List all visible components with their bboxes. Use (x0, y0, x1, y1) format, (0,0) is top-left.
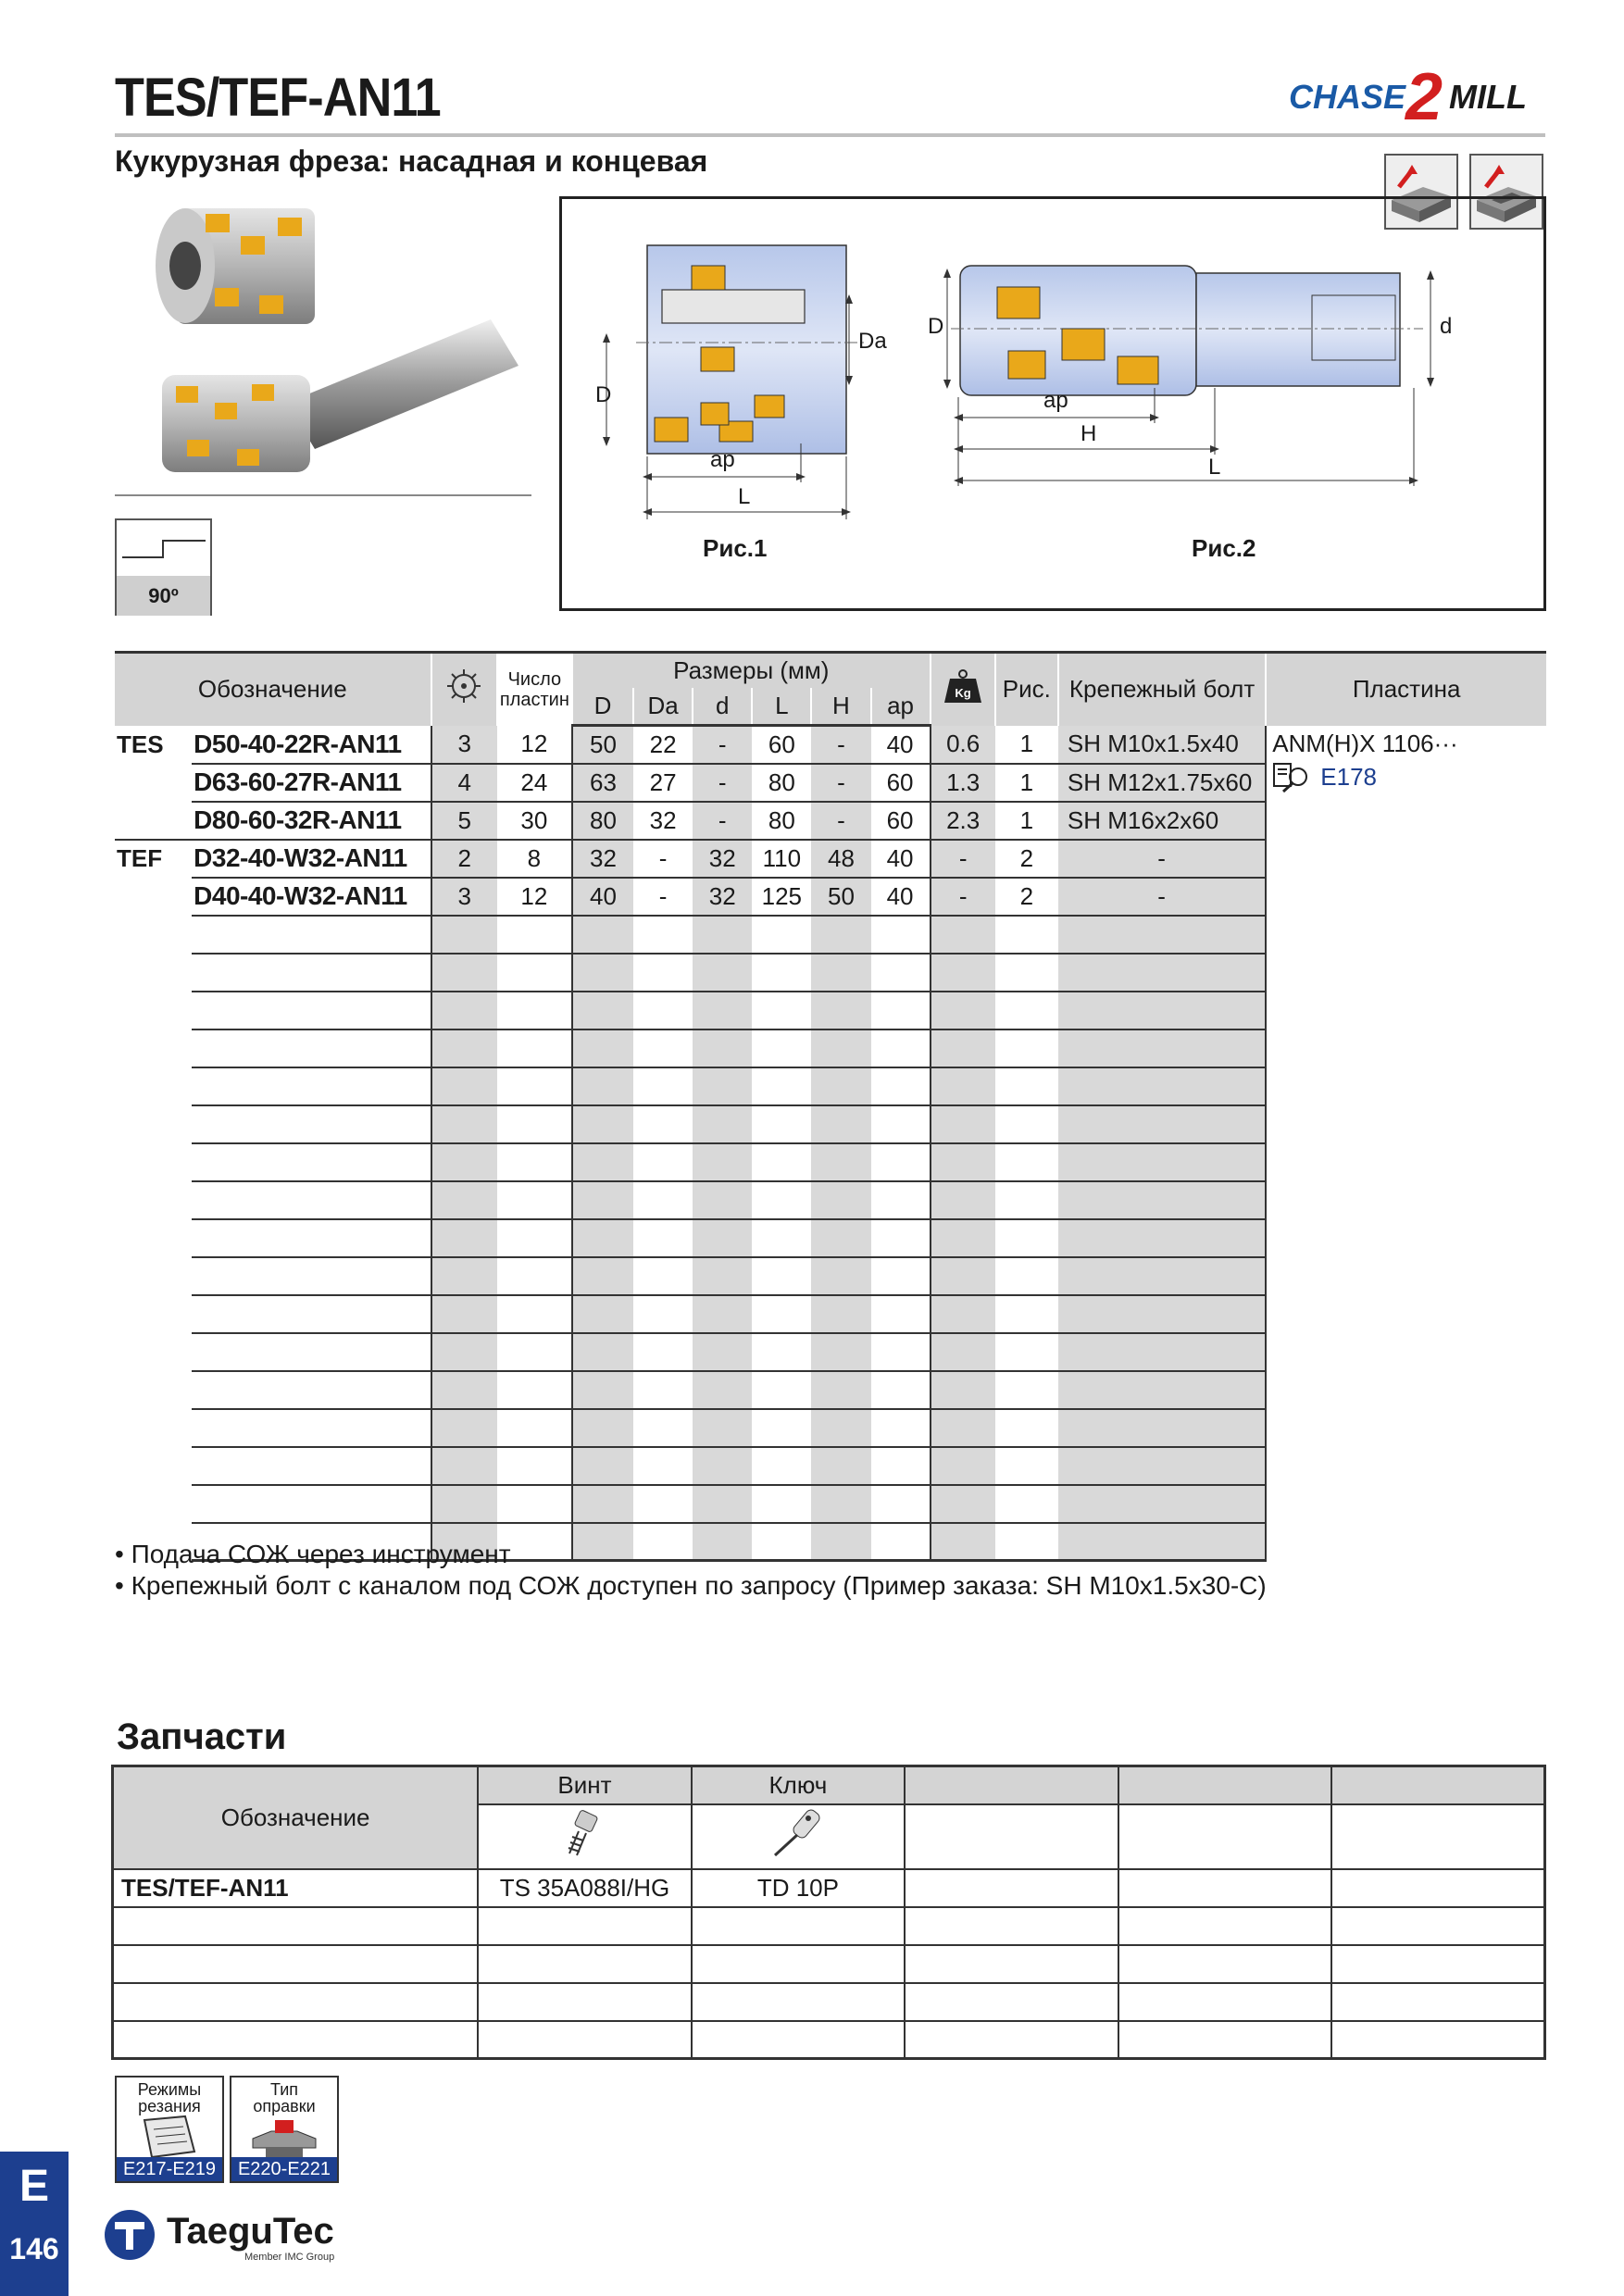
empty-row (113, 1983, 1545, 2021)
page-subtitle: Кукурузная фреза: насадная и концевая (115, 144, 708, 178)
col-figure: Рис. (995, 653, 1058, 726)
col-insert-count: Число пластин (497, 653, 572, 726)
svg-text:Kg: Kg (955, 686, 971, 701)
chase2mill-logo: CHASE 2 MILL (1289, 60, 1527, 134)
fig2-dim-L: L (1208, 455, 1221, 480)
weight-kg-icon (943, 668, 983, 705)
table-row: TES D50-40-22R-AN11 3 12 50 22 - 60 - 40 0.6 1 SH M10x1.5x40 ANM(H)X 1106··· E178 (115, 726, 1546, 764)
product-table (115, 651, 1546, 1562)
teeth-count-icon (445, 668, 482, 705)
table-row: TEF D32-40-W32-AN11 2 8 32 - 32 110 48 40 - 2 - (115, 840, 1546, 878)
col-teeth (431, 653, 497, 726)
spare-col-key: Ключ (692, 1766, 905, 1804)
designation-cell: D40-40-W32-AN11 (192, 878, 431, 916)
cutting-modes-ref: E217-E219 (117, 2157, 222, 2181)
section-letter: E (19, 2162, 49, 2211)
spare-col-designation: Обозначение (113, 1766, 479, 1869)
company-member: Member IMC Group (244, 2252, 335, 2263)
company-name: TaeguTec (167, 2211, 334, 2252)
magnifier-book-icon (1272, 762, 1315, 793)
fig1-dim-D: D (595, 382, 612, 407)
page-number: 146 (9, 2232, 59, 2265)
fig2-dim-D: D (928, 314, 944, 339)
col-weight (931, 653, 995, 726)
page-title: TES/TEF-AN11 (115, 68, 441, 128)
spare-key: TD 10P (692, 1869, 905, 1907)
col-Da: Da (633, 688, 693, 726)
designation-cell: D80-60-32R-AN11 (192, 802, 431, 840)
angle-value: 90º (117, 576, 210, 616)
spare-parts-title: Запчасти (117, 1716, 287, 1757)
screw-icon-cell (478, 1804, 691, 1869)
insert-code: ANM(H)X 1106··· (1272, 729, 1458, 757)
spare-parts-table (111, 1765, 1546, 2060)
cutting-data-book-icon (137, 2115, 202, 2161)
key-icon-cell (692, 1804, 905, 1869)
designation-cell: D63-60-27R-AN11 (192, 764, 431, 802)
taegutec-emblem-icon (102, 2207, 161, 2263)
figure-2-label: Рис.2 (1192, 534, 1256, 562)
title-divider (115, 133, 1545, 137)
insert-page-link[interactable]: E178 (1320, 763, 1378, 791)
empty-row (113, 2021, 1545, 2059)
photo-divider (115, 494, 531, 496)
fig1-dim-Da: Da (858, 329, 887, 354)
spare-row (113, 1869, 1545, 1907)
approach-angle-badge (115, 518, 212, 616)
holder-type-link[interactable]: Тип оправки E220-E221 (230, 2076, 339, 2183)
designation-cell: D32-40-W32-AN11 (192, 840, 431, 878)
col-D: D (572, 688, 633, 726)
arbor-holder-icon (247, 2115, 321, 2161)
product-photo (148, 181, 518, 491)
spare-screw: TS 35A088I/HG (478, 1869, 691, 1907)
table-row: D80-60-32R-AN11 5 30 80 32 - 80 - 60 2.3 1 SH M16x2x60 (115, 802, 1546, 840)
designation-cell: D50-40-22R-AN11 (192, 726, 431, 764)
col-H: H (811, 688, 870, 726)
notes (115, 1539, 1267, 1602)
technical-drawing (559, 196, 1546, 611)
note-item: • Подача СОЖ через инструмент (115, 1540, 511, 1568)
screw-icon (556, 1807, 612, 1859)
insert-info-cell (1266, 726, 1546, 1561)
col-bolt: Крепежный болт (1058, 653, 1266, 726)
col-ap: ap (871, 688, 931, 726)
empty-row (113, 1945, 1545, 1983)
empty-row (113, 1907, 1545, 1945)
col-d: d (693, 688, 752, 726)
section-tab (0, 2152, 69, 2296)
spare-designation: TES/TEF-AN11 (113, 1869, 479, 1907)
spare-col-screw: Винт (478, 1766, 691, 1804)
series-label: TES (117, 730, 164, 758)
table-row: D40-40-W32-AN11 3 12 40 - 32 125 50 40 - 2 - (115, 878, 1546, 916)
fig2-dim-ap: ap (1043, 388, 1068, 413)
angle-profile-icon (117, 520, 210, 576)
holder-type-ref: E220-E221 (231, 2157, 337, 2181)
fig1-dim-L: L (738, 484, 751, 509)
table-row: D63-60-27R-AN11 4 24 63 27 - 80 - 60 1.3 1 SH M12x1.75x60 (115, 764, 1546, 802)
col-designation: Обозначение (115, 653, 431, 726)
screwdriver-key-icon (766, 1805, 831, 1861)
fig2-dim-H: H (1081, 421, 1097, 446)
col-insert: Пластина (1266, 653, 1546, 726)
figure-1-label: Рис.1 (703, 534, 768, 562)
fig1-dim-ap: ap (710, 447, 735, 472)
taegutec-logo (102, 2207, 352, 2263)
col-L: L (752, 688, 811, 726)
cutting-modes-link[interactable]: Режимы резания E217-E219 (115, 2076, 224, 2183)
col-dimensions: Размеры (мм) (572, 653, 931, 688)
note-item: • Крепежный болт с каналом под СОЖ доступен по запросу (Пример заказа: SH M10x1.5x30-C) (115, 1571, 1267, 1600)
fig2-dim-d: d (1440, 314, 1453, 339)
